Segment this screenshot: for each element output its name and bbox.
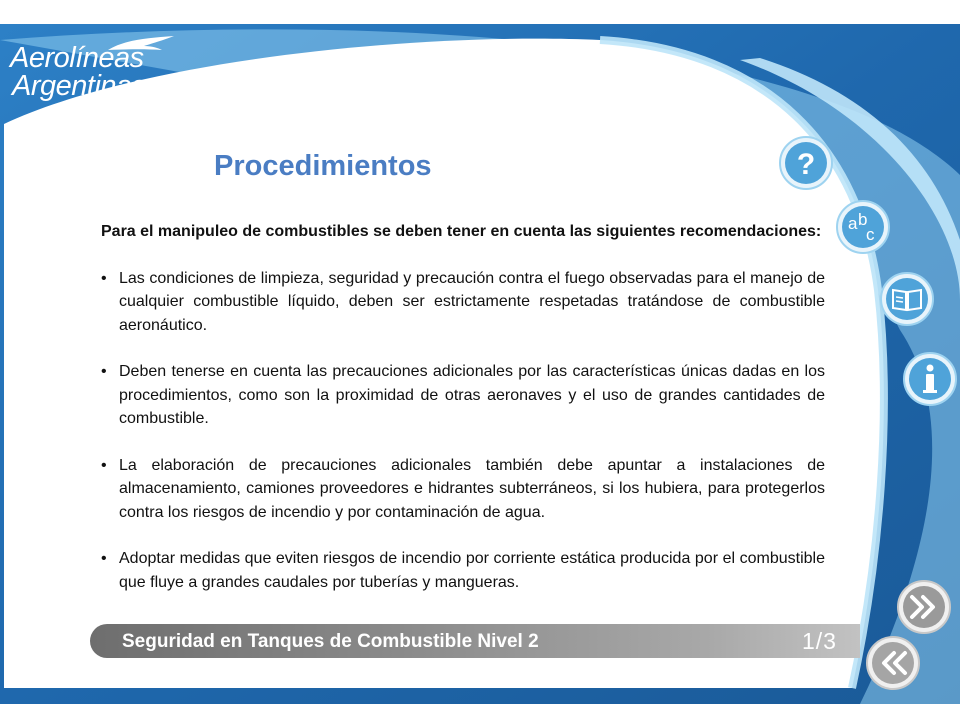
list-item-text: Las condiciones de limpieza, seguridad y precaución contra el fuego observadas para el manejo de cualquier combustible líquido, deben ser estrictamente respetadas tratándose de combustible aeronáutico. [119,269,825,334]
bullet-dot: • [101,363,107,380]
course-footer-bar [90,624,860,658]
list-item [101,454,825,525]
book-button[interactable] [880,272,934,326]
intro-text: Para el manipuleo de combustibles se deben tener en cuenta las siguientes recomendaciones: [101,223,822,240]
list-item-text: La elaboración de precauciones adicionales también debe apuntar a instalaciones de almacenamiento, camiones proveedores e hidrantes subterráneos, si los hubiera, para protegerlos contra los riesgos de incendio y por contaminación de agua. [119,456,825,521]
slide-content [101,220,825,617]
question-mark-icon [779,136,833,190]
svg-text:b: b [858,210,868,229]
abc-icon [836,200,890,254]
list-item [101,360,825,431]
list-item [101,267,825,338]
recommendations-list [101,267,825,595]
info-button[interactable] [903,352,957,406]
svg-text:?: ? [796,148,816,181]
open-book-icon [880,272,934,326]
bullet-dot: • [101,269,107,287]
help-button[interactable] [779,136,833,190]
next-button[interactable] [897,580,951,634]
list-item-text: Adoptar medidas que eviten riesgos de incendio por corriente estática producida por el combustible que fluye a grandes caudales por tuberías y mangueras. [119,550,825,591]
svg-text:a: a [848,214,858,233]
svg-text:c: c [866,225,875,244]
course-title: Seguridad en Tanques de Combustible Nivel 2 [122,631,539,652]
page-title: Procedimientos [214,150,432,182]
info-icon [903,352,957,406]
bullet-dot: • [101,550,107,567]
logo-text-line1: Aerolíneas [10,42,144,74]
prev-button[interactable] [866,636,920,690]
double-chevron-right-icon [897,580,951,634]
logo-text-line2: Argentinas [12,70,146,102]
list-item [101,547,825,594]
glossary-button[interactable] [836,200,890,254]
aerolineas-logo [10,34,170,104]
double-chevron-left-icon [866,636,920,690]
list-item-text: Deben tenerse en cuenta las precauciones adicionales por las características únicas dadas en los procedimientos, como son la proximidad de otras aeronaves y el uso de grandes cantidades de combustible. [119,363,825,427]
page-indicator: 1/3 [802,628,837,654]
bullet-dot: • [101,456,107,474]
